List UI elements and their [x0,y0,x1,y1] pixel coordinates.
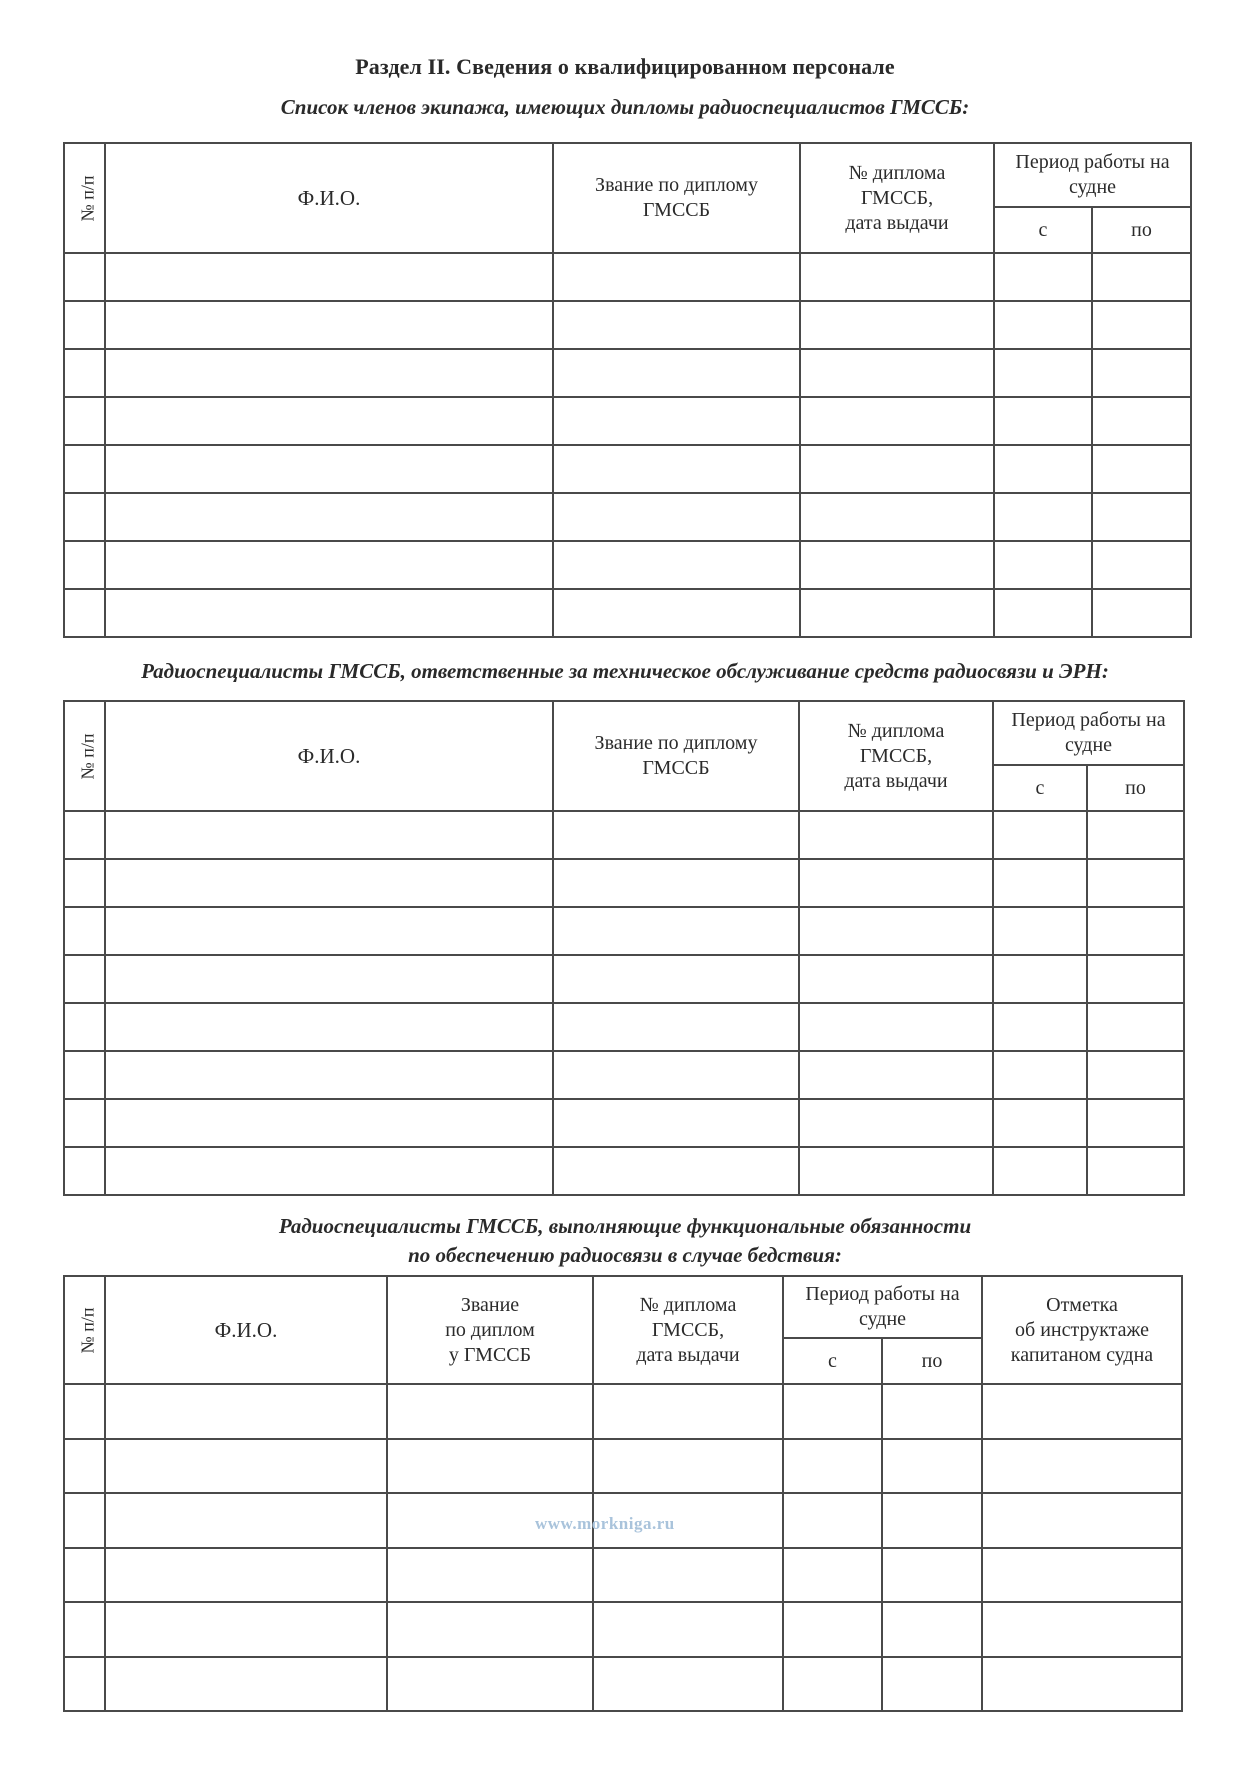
table-row [64,1099,1184,1147]
cell-number[interactable] [64,955,105,1003]
table-row [64,1147,1184,1195]
cell-diploma[interactable] [800,493,994,541]
header-number: № п/п [64,143,105,253]
cell-fio[interactable] [105,541,553,589]
cell-fio[interactable] [105,589,553,637]
header-rank: Звание по диплому ГМССБ [553,143,800,253]
cell-to[interactable] [1087,1003,1184,1051]
cell-to[interactable] [1092,253,1191,301]
cell-diploma[interactable] [799,907,993,955]
cell-from[interactable] [993,1051,1087,1099]
cell-rank[interactable] [553,955,799,1003]
table-row [64,1548,1182,1603]
cell-from[interactable] [993,1147,1087,1195]
cell-diploma[interactable] [799,811,993,859]
cell-number[interactable] [64,1657,105,1712]
cell-diploma[interactable] [800,397,994,445]
table-row [64,1657,1182,1712]
cell-to[interactable] [882,1384,982,1439]
cell-diploma[interactable] [593,1384,783,1439]
cell-to[interactable] [1092,445,1191,493]
cell-diploma[interactable] [800,445,994,493]
cell-to[interactable] [882,1439,982,1494]
cell-to[interactable] [1092,493,1191,541]
cell-diploma[interactable] [800,301,994,349]
cell-fio[interactable] [105,301,553,349]
cell-diploma[interactable] [799,1003,993,1051]
cell-fio[interactable] [105,1493,387,1548]
header-period: Период работы на судне [993,701,1184,765]
header-briefing: Отметка об инструктаже капитаном судна [982,1276,1182,1384]
cell-to[interactable] [1092,541,1191,589]
cell-rank[interactable] [387,1384,593,1439]
cell-rank[interactable] [553,811,799,859]
cell-rank[interactable] [553,445,800,493]
table-row [64,1003,1184,1051]
cell-diploma[interactable] [593,1548,783,1603]
table-row [64,445,1191,493]
cell-briefing[interactable] [982,1548,1182,1603]
cell-briefing[interactable] [982,1439,1182,1494]
cell-number[interactable] [64,1548,105,1603]
cell-fio[interactable] [105,1602,387,1657]
header-fio: Ф.И.О. [105,1276,387,1384]
table-row [64,253,1191,301]
cell-fio[interactable] [105,811,553,859]
cell-rank[interactable] [553,349,800,397]
cell-fio[interactable] [105,907,553,955]
cell-diploma[interactable] [800,541,994,589]
cell-diploma[interactable] [799,1051,993,1099]
header-number: № п/п [64,701,105,811]
cell-rank[interactable] [553,1003,799,1051]
cell-briefing[interactable] [982,1602,1182,1657]
cell-to[interactable] [1087,811,1184,859]
cell-from[interactable] [993,955,1087,1003]
cell-fio[interactable] [105,1099,553,1147]
cell-fio[interactable] [105,1548,387,1603]
cell-number[interactable] [64,1099,105,1147]
cell-number[interactable] [64,349,105,397]
watermark: www.morkniga.ru [535,1514,675,1533]
header-fio: Ф.И.О. [105,701,553,811]
cell-rank[interactable] [387,1548,593,1603]
cell-fio[interactable] [105,1147,553,1195]
cell-fio[interactable] [105,1051,553,1099]
header-from: с [783,1338,882,1384]
cell-briefing[interactable] [982,1493,1182,1548]
cell-number[interactable] [64,859,105,907]
cell-fio[interactable] [105,493,553,541]
cell-rank[interactable] [553,397,800,445]
table-row [64,397,1191,445]
cell-diploma[interactable] [799,955,993,1003]
cell-to[interactable] [1087,1147,1184,1195]
table-row [64,1051,1184,1099]
table-row [64,1439,1182,1494]
table-row [64,349,1191,397]
cell-rank[interactable] [553,859,799,907]
cell-from[interactable] [783,1657,882,1712]
header-diploma: № диплома ГМССБ, дата выдачи [800,143,994,253]
cell-from[interactable] [994,589,1092,637]
crew-diploma-table [63,142,1192,638]
cell-to[interactable] [1087,1099,1184,1147]
cell-number[interactable] [64,541,105,589]
cell-from[interactable] [994,445,1092,493]
cell-to[interactable] [1087,1051,1184,1099]
cell-diploma[interactable] [800,589,994,637]
cell-from[interactable] [993,907,1087,955]
cell-from[interactable] [993,1099,1087,1147]
cell-from[interactable] [994,253,1092,301]
cell-number[interactable] [64,1051,105,1099]
cell-rank[interactable] [387,1602,593,1657]
cell-number[interactable] [64,1493,105,1548]
cell-diploma[interactable] [593,1657,783,1712]
table-row [64,541,1191,589]
table-row [64,859,1184,907]
cell-number[interactable] [64,589,105,637]
cell-rank[interactable] [553,541,800,589]
cell-fio[interactable] [105,397,553,445]
cell-from[interactable] [994,397,1092,445]
cell-briefing[interactable] [982,1384,1182,1439]
cell-number[interactable] [64,1439,105,1494]
cell-rank[interactable] [553,1099,799,1147]
header-from: с [994,207,1092,253]
cell-to[interactable] [882,1548,982,1603]
cell-fio[interactable] [105,445,553,493]
cell-diploma[interactable] [799,859,993,907]
cell-to[interactable] [1087,907,1184,955]
cell-to[interactable] [1092,301,1191,349]
table-row [64,589,1191,637]
cell-fio[interactable] [105,859,553,907]
cell-number[interactable] [64,397,105,445]
cell-rank[interactable] [553,589,800,637]
cell-diploma[interactable] [593,1439,783,1494]
cell-rank[interactable] [553,1051,799,1099]
cell-fio[interactable] [105,1384,387,1439]
table-row [64,811,1184,859]
header-diploma: № диплома ГМССБ, дата выдачи [593,1276,783,1384]
cell-number[interactable] [64,1602,105,1657]
cell-briefing[interactable] [982,1657,1182,1712]
cell-to[interactable] [1087,859,1184,907]
cell-fio[interactable] [105,955,553,1003]
header-fio: Ф.И.О. [105,143,553,253]
cell-number[interactable] [64,811,105,859]
header-diploma: № диплома ГМССБ, дата выдачи [799,701,993,811]
cell-diploma[interactable] [800,349,994,397]
distress-subtitle: Радиоспециалисты ГМССБ, выполняющие функциональные обязанности по обеспечению радиосвязи в случае бедствия: [278,1214,972,1267]
distress-specialists-table [63,1275,1183,1712]
cell-to[interactable] [1092,397,1191,445]
table-row [64,1602,1182,1657]
cell-from[interactable] [783,1548,882,1603]
cell-from[interactable] [783,1384,882,1439]
header-period: Период работы на судне [994,143,1191,207]
cell-number[interactable] [64,907,105,955]
cell-rank[interactable] [553,301,800,349]
cell-from[interactable] [783,1493,882,1548]
maintenance-subtitle: Радиоспециалисты ГМССБ, ответственные за техническое обслуживание средств радиосвязи и ЭРН: [141,659,1109,683]
header-from: с [993,765,1087,811]
cell-from[interactable] [993,811,1087,859]
cell-rank[interactable] [553,1147,799,1195]
table-row [64,301,1191,349]
cell-number[interactable] [64,301,105,349]
cell-to[interactable] [882,1657,982,1712]
header-number: № п/п [64,1276,105,1384]
cell-rank[interactable] [387,1657,593,1712]
cell-to[interactable] [882,1493,982,1548]
table-row [64,493,1191,541]
cell-fio[interactable] [105,1657,387,1712]
cell-number[interactable] [64,1147,105,1195]
table-row [64,955,1184,1003]
cell-number[interactable] [64,493,105,541]
cell-from[interactable] [993,859,1087,907]
table-row [64,907,1184,955]
crew-list-subtitle: Список членов экипажа, имеющих дипломы радиоспециалистов ГМССБ: [280,95,970,119]
cell-diploma[interactable] [800,253,994,301]
header-rank: Звание по диплому ГМССБ [553,701,799,811]
cell-from[interactable] [994,301,1092,349]
cell-from[interactable] [783,1602,882,1657]
cell-number[interactable] [64,1003,105,1051]
header-to: по [1087,765,1184,811]
cell-fio[interactable] [105,1439,387,1494]
cell-rank[interactable] [387,1439,593,1494]
header-rank: Звание по диплом у ГМССБ [387,1276,593,1384]
cell-fio[interactable] [105,349,553,397]
cell-number[interactable] [64,1384,105,1439]
cell-to[interactable] [1092,589,1191,637]
cell-from[interactable] [993,1003,1087,1051]
cell-fio[interactable] [105,253,553,301]
cell-diploma[interactable] [799,1147,993,1195]
maintenance-specialists-table [63,700,1185,1196]
cell-rank[interactable] [553,907,799,955]
cell-from[interactable] [783,1439,882,1494]
cell-from[interactable] [994,493,1092,541]
cell-to[interactable] [882,1602,982,1657]
cell-rank[interactable] [553,253,800,301]
table-row [64,1384,1182,1439]
cell-fio[interactable] [105,1003,553,1051]
cell-diploma[interactable] [799,1099,993,1147]
header-to: по [882,1338,982,1384]
section-title: Раздел II. Сведения о квалифицированном персонале [355,54,895,79]
cell-number[interactable] [64,253,105,301]
cell-to[interactable] [1092,349,1191,397]
cell-from[interactable] [994,541,1092,589]
cell-from[interactable] [994,349,1092,397]
header-period: Период работы на судне [783,1276,982,1338]
cell-rank[interactable] [553,493,800,541]
cell-to[interactable] [1087,955,1184,1003]
cell-number[interactable] [64,445,105,493]
cell-diploma[interactable] [593,1602,783,1657]
header-to: по [1092,207,1191,253]
